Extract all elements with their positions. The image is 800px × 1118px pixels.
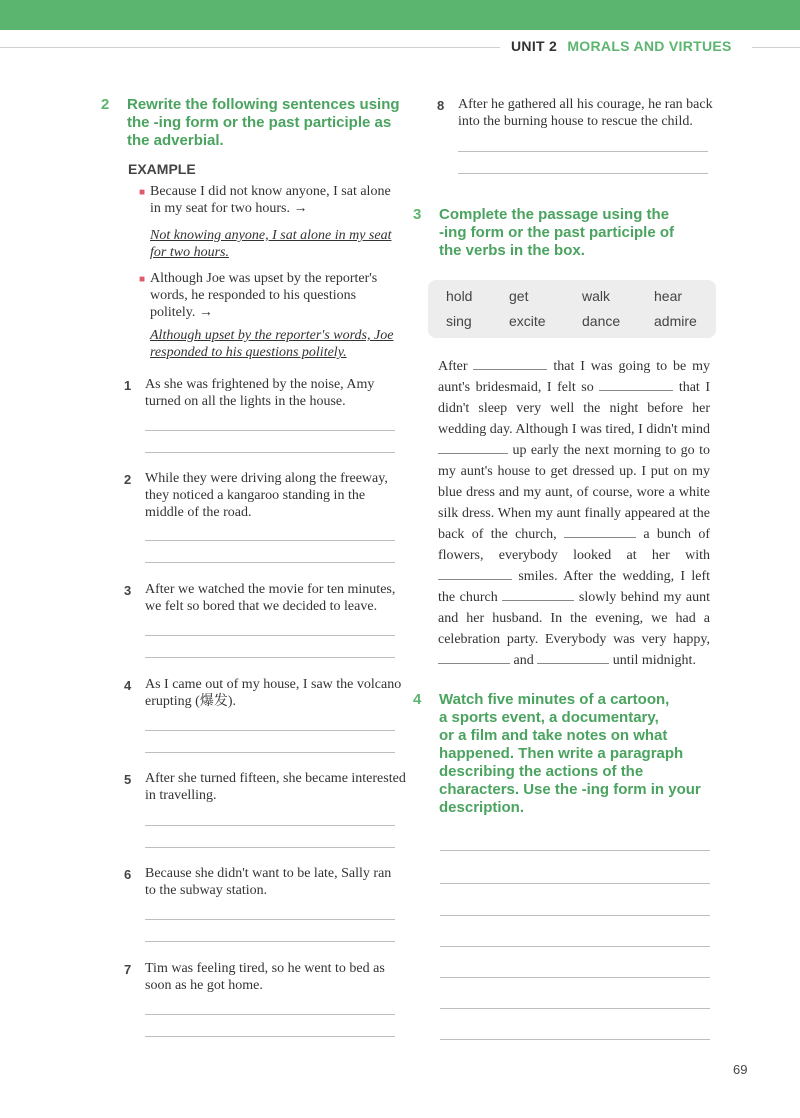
item-text-line: soon as he got home. [145, 978, 263, 993]
item-7-text [145, 960, 385, 994]
writing-line[interactable] [440, 1039, 710, 1040]
passage-blank[interactable] [537, 650, 609, 664]
word-box-item: dance [582, 313, 621, 329]
word-box-item: get [509, 288, 529, 304]
item-text-line: into the burning house to rescue the child. [458, 114, 693, 129]
section-3-title-line: the verbs in the box. [439, 242, 585, 259]
example-1-prompt-line: in my seat for two hours. → [150, 201, 308, 216]
section-4-title-line: description. [439, 799, 525, 816]
example-2-answer [150, 327, 393, 361]
example-2-prompt [150, 270, 377, 321]
passage-text: After [438, 359, 468, 374]
answer-line[interactable] [145, 430, 395, 431]
answer-line[interactable] [145, 847, 395, 848]
item-text-line: middle of the road. [145, 505, 252, 520]
item-text-line: Because she didn't want to be late, Sally ran [145, 866, 392, 881]
answer-line[interactable] [145, 452, 395, 453]
writing-line[interactable] [440, 946, 710, 947]
example-2-prompt-line: Although Joe was upset by the reporter's [150, 271, 378, 286]
item-6-text [145, 865, 391, 899]
item-1-text [145, 376, 374, 410]
example-label: EXAMPLE [128, 161, 196, 177]
answer-line[interactable] [145, 657, 395, 658]
item-text-line: erupting (爆发). [145, 694, 236, 709]
writing-line[interactable] [440, 850, 710, 851]
passage-blank[interactable] [438, 650, 510, 664]
passage-text: a bunch of flowers, everybody looked at her with [438, 527, 711, 563]
item-text-line: we felt so bored that we decided to leave. [145, 599, 378, 614]
item-text-line: Tim was feeling tired, so he went to bed as [145, 961, 385, 976]
item-text-line: to the subway station. [145, 883, 268, 898]
item-5-text [145, 770, 406, 804]
example-2-prompt-line: words, he responded to his questions [150, 288, 357, 303]
item-number: 2 [124, 472, 132, 487]
section-3-title [439, 206, 674, 260]
item-number: 7 [124, 962, 132, 977]
top-color-band [0, 0, 800, 30]
passage-text: up early the next morning to go to my aunt's house to get dressed up. I put on my blue dress and my aunt, of course, wore a white silk dress. When my aunt finally appeared at the back of the church, [438, 443, 710, 542]
answer-line[interactable] [145, 1014, 395, 1015]
example-1-prompt [150, 183, 391, 217]
item-text-line: After he gathered all his courage, he ran back [458, 97, 713, 112]
answer-line[interactable] [145, 730, 395, 731]
section-4-title-line: or a film and take notes on what [439, 727, 668, 744]
section-4-title-line: characters. Use the -ing form in your [439, 781, 701, 798]
unit-label: UNIT 2 [511, 38, 558, 54]
example-1-prompt-line: Because I did not know anyone, I sat alone [150, 184, 391, 199]
answer-line[interactable] [145, 941, 395, 942]
item-number: 8 [437, 98, 445, 113]
passage-text: smiles. After the wedding, I left the church [438, 569, 711, 605]
word-box-item: excite [509, 313, 546, 329]
passage-blank[interactable] [473, 356, 547, 370]
answer-line[interactable] [145, 1036, 395, 1037]
example-1-answer-line: Not knowing anyone, I sat alone in my seat [150, 228, 392, 243]
section-4-title [439, 691, 701, 817]
passage-blank[interactable] [564, 524, 636, 538]
item-8-text [458, 96, 713, 130]
example-2-answer-line: responded to his questions politely. [150, 345, 347, 360]
answer-line[interactable] [145, 919, 395, 920]
writing-line[interactable] [440, 883, 710, 884]
item-3-text [145, 581, 395, 615]
example-2-prompt-line: politely. → [150, 305, 213, 320]
answer-line[interactable] [145, 562, 395, 563]
section-3-title-line: Complete the passage using the [439, 206, 670, 223]
section-4-number: 4 [413, 691, 422, 708]
item-number: 4 [124, 678, 132, 693]
answer-line[interactable] [145, 825, 395, 826]
word-box [428, 280, 716, 338]
item-2-text [145, 470, 388, 521]
section-3-number: 3 [413, 206, 422, 223]
section-2-title [127, 96, 400, 150]
example-bullet: ■ [139, 274, 146, 285]
item-text-line: turned on all the lights in the house. [145, 394, 346, 409]
word-box-item: walk [582, 288, 611, 304]
example-1-answer-line: for two hours. [150, 245, 229, 260]
item-text-line: After she turned fifteen, she became interested [145, 771, 406, 786]
item-text-line: in travelling. [145, 788, 217, 803]
answer-line[interactable] [145, 752, 395, 753]
answer-line[interactable] [145, 635, 395, 636]
writing-line[interactable] [440, 915, 710, 916]
section-4-title-line: a sports event, a documentary, [439, 709, 659, 726]
item-number: 5 [124, 772, 132, 787]
item-4-text [145, 676, 401, 710]
word-box-item: hear [654, 288, 683, 304]
item-text-line: they noticed a kangaroo standing in the [145, 488, 366, 503]
writing-line[interactable] [440, 977, 710, 978]
answer-line[interactable] [145, 540, 395, 541]
section-2-title-line: the adverbial. [127, 132, 224, 149]
section-2-title-line: Rewrite the following sentences using [127, 96, 400, 113]
word-box-item: hold [446, 288, 473, 304]
item-text-line: As I came out of my house, I saw the volcano [145, 677, 402, 692]
passage-blank[interactable] [599, 377, 673, 391]
writing-line[interactable] [440, 1008, 710, 1009]
word-box-item: sing [446, 313, 472, 329]
section-2-title-line: the -ing form or the past participle as [127, 114, 392, 131]
item-number: 1 [124, 378, 132, 393]
passage-text: until midnight. [612, 653, 696, 668]
example-1-answer [150, 227, 391, 261]
section-4-title-line: happened. Then write a paragraph [439, 745, 684, 762]
header-rule-left [0, 47, 500, 48]
word-box-item: admire [654, 313, 697, 329]
fill-in-passage [438, 356, 710, 671]
passage-text: slowly behind my aunt and her husband. In the evening, we had a celebration party. Everybody was very happy, [438, 590, 711, 647]
page-number: 69 [733, 1062, 748, 1077]
answer-line[interactable] [458, 151, 708, 152]
running-header [511, 38, 732, 54]
unit-theme: MORALS AND VIRTUES [567, 38, 732, 54]
item-text-line: While they were driving along the freeway, [145, 471, 388, 486]
passage-blank[interactable] [438, 566, 512, 580]
passage-text: that I didn't sleep very well the night before her wedding day. Although I was tired, I didn't mind [438, 380, 711, 437]
passage-text: that I was going to be my aunt's bridesmaid, I felt so [438, 359, 711, 395]
example-bullet: ■ [139, 187, 146, 198]
section-4-title-line: Watch five minutes of a cartoon, [439, 691, 670, 708]
passage-blank[interactable] [502, 587, 574, 601]
passage-blank[interactable] [438, 440, 508, 454]
item-text-line: As she was frightened by the noise, Amy [145, 377, 375, 392]
item-text-line: After we watched the movie for ten minutes, [145, 582, 396, 597]
section-2-number: 2 [101, 96, 110, 113]
passage-text: and [513, 653, 534, 668]
section-3-title-line: -ing form or the past participle of [439, 224, 675, 241]
item-number: 3 [124, 583, 132, 598]
section-4-title-line: describing the actions of the [439, 763, 644, 780]
answer-line[interactable] [458, 173, 708, 174]
item-number: 6 [124, 867, 132, 882]
header-rule-right [752, 47, 800, 48]
example-2-answer-line: Although upset by the reporter's words, Joe [150, 328, 394, 343]
